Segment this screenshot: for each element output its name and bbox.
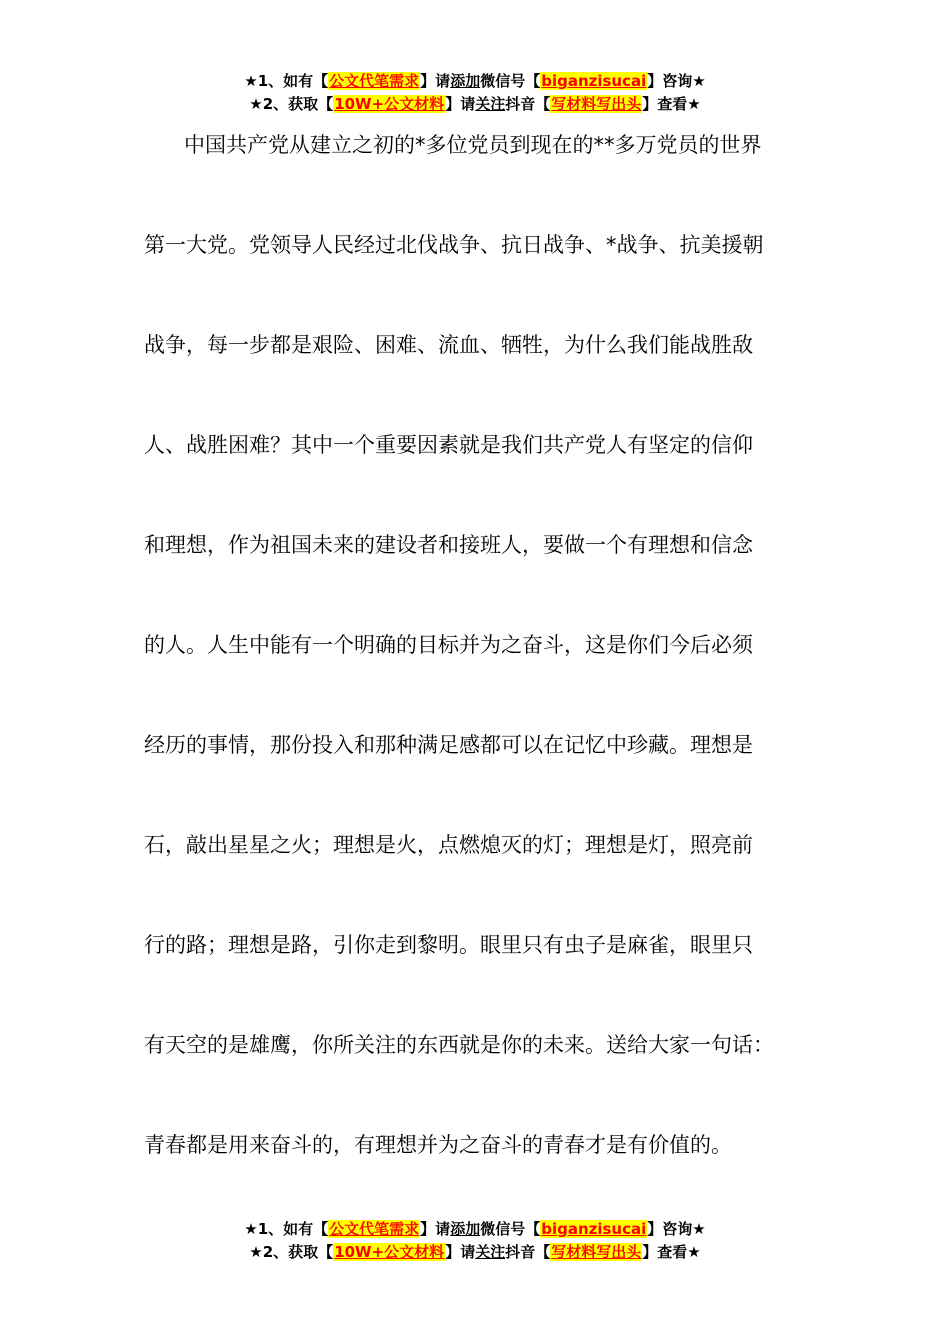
- highlight-douyin-account: 写材料写出头: [551, 95, 642, 113]
- body-line: 中国共产党从建立之初的*多位党员到现在的**多万党员的世界: [184, 133, 762, 157]
- body-line: 第一大党。党领导人民经过北伐战争、抗日战争、*战争、抗美援朝: [144, 233, 764, 257]
- body-paragraph: [144, 120, 814, 1220]
- banner-line-2: ★2、获取【10W+公文材料】请关注抖音【写材料写出头】查看★: [249, 1243, 701, 1261]
- banner-line-1: ★1、如有【公文代笔需求】请添加微信号【biganzisucai】咨询★: [244, 1220, 706, 1238]
- highlight-wechat-id: biganzisucai: [541, 72, 647, 90]
- banner-line-1: ★1、如有【公文代笔需求】请添加微信号【biganzisucai】咨询★: [244, 72, 706, 90]
- highlight-service: 公文代笔需求: [329, 72, 420, 90]
- body-line: 战争，每一步都是艰险、困难、流血、牺牲，为什么我们能战胜敌: [144, 333, 753, 357]
- body-line: 有天空的是雄鹰，你所关注的东西就是你的未来。送给大家一句话：: [144, 1033, 774, 1057]
- body-line: 石，敲出星星之火；理想是火，点燃熄灭的灯；理想是灯，照亮前: [144, 833, 753, 857]
- footer-banner: [0, 1218, 950, 1264]
- banner-line-2: ★2、获取【10W+公文材料】请关注抖音【写材料写出头】查看★: [249, 95, 701, 113]
- body-line: 行的路；理想是路，引你走到黎明。眼里只有虫子是麻雀，眼里只: [144, 933, 753, 957]
- highlight-materials: 10W+公文材料: [334, 1243, 445, 1261]
- highlight-wechat-id: biganzisucai: [541, 1220, 647, 1238]
- body-line: 青春都是用来奋斗的，有理想并为之奋斗的青春才是有价值的。: [144, 1133, 732, 1157]
- highlight-douyin-account: 写材料写出头: [551, 1243, 642, 1261]
- body-line: 的人。人生中能有一个明确的目标并为之奋斗，这是你们今后必须: [144, 633, 753, 657]
- body-line: 人、战胜困难？其中一个重要因素就是我们共产党人有坚定的信仰: [144, 433, 753, 457]
- highlight-service: 公文代笔需求: [329, 1220, 420, 1238]
- body-line: 经历的事情，那份投入和那种满足感都可以在记忆中珍藏。理想是: [144, 733, 753, 757]
- body-line: 和理想，作为祖国未来的建设者和接班人，要做一个有理想和信念: [144, 533, 753, 557]
- highlight-materials: 10W+公文材料: [334, 95, 445, 113]
- header-banner: [0, 70, 950, 116]
